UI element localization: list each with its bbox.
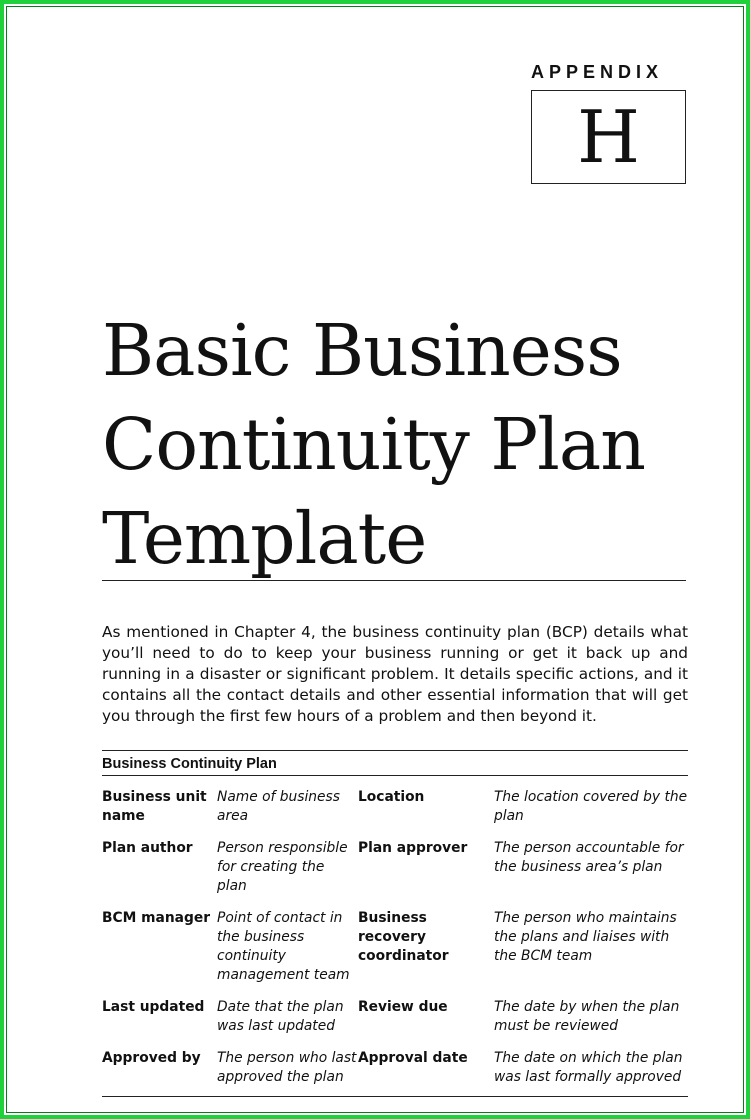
table-row (102, 784, 688, 835)
field-description: The date on which the plan was last formally approved (494, 1050, 683, 1085)
field-description: Name of business area (217, 789, 340, 824)
table-row (102, 835, 688, 905)
page-title (102, 304, 692, 586)
bcp-table (102, 784, 688, 1097)
field-label: Approval date (358, 1050, 468, 1066)
title-divider (102, 580, 686, 581)
appendix-label: APPENDIX (531, 62, 664, 82)
appendix-letter-box (531, 90, 686, 184)
table-row (102, 1045, 688, 1097)
title-line-3: Template (102, 497, 427, 580)
bcp-table-section (102, 750, 688, 1097)
table-row (102, 994, 688, 1045)
field-label: Location (358, 789, 425, 805)
field-description: The date by when the plan must be reviewed (494, 999, 680, 1034)
field-label: Approved by (102, 1050, 201, 1066)
field-description: Person responsible for creating the plan (217, 840, 348, 894)
title-line-1: Basic Business (102, 309, 622, 392)
appendix-letter: H (577, 95, 640, 179)
field-label: Plan author (102, 840, 193, 856)
field-label: Business recovery coordinator (358, 910, 449, 964)
field-description: The person who last approved the plan (217, 1050, 357, 1085)
field-description: The person accountable for the business area’s plan (494, 840, 684, 875)
table-caption: Business Continuity Plan (102, 750, 688, 776)
table-row (102, 905, 688, 994)
field-description: Point of contact in the business continuity management team (217, 910, 350, 983)
field-label: Review due (358, 999, 448, 1015)
field-description: The person who maintains the plans and liaises with the BCM team (494, 910, 677, 964)
field-label: Business unit name (102, 789, 207, 824)
field-label: BCM manager (102, 910, 211, 926)
field-label: Plan approver (358, 840, 468, 856)
field-label: Last updated (102, 999, 205, 1015)
title-line-2: Continuity Plan (102, 403, 645, 486)
intro-paragraph: As mentioned in Chapter 4, the business continuity plan (BCP) details what you’ll need to do to keep your business running or get it back up and running in a disaster or significant problem. It details specific actions, and it contains all the contact details and other essential information that will get you through the first few hours of a problem and then beyond it. (102, 623, 688, 725)
field-description: The location covered by the plan (494, 789, 688, 824)
field-description: Date that the plan was last updated (217, 999, 344, 1034)
